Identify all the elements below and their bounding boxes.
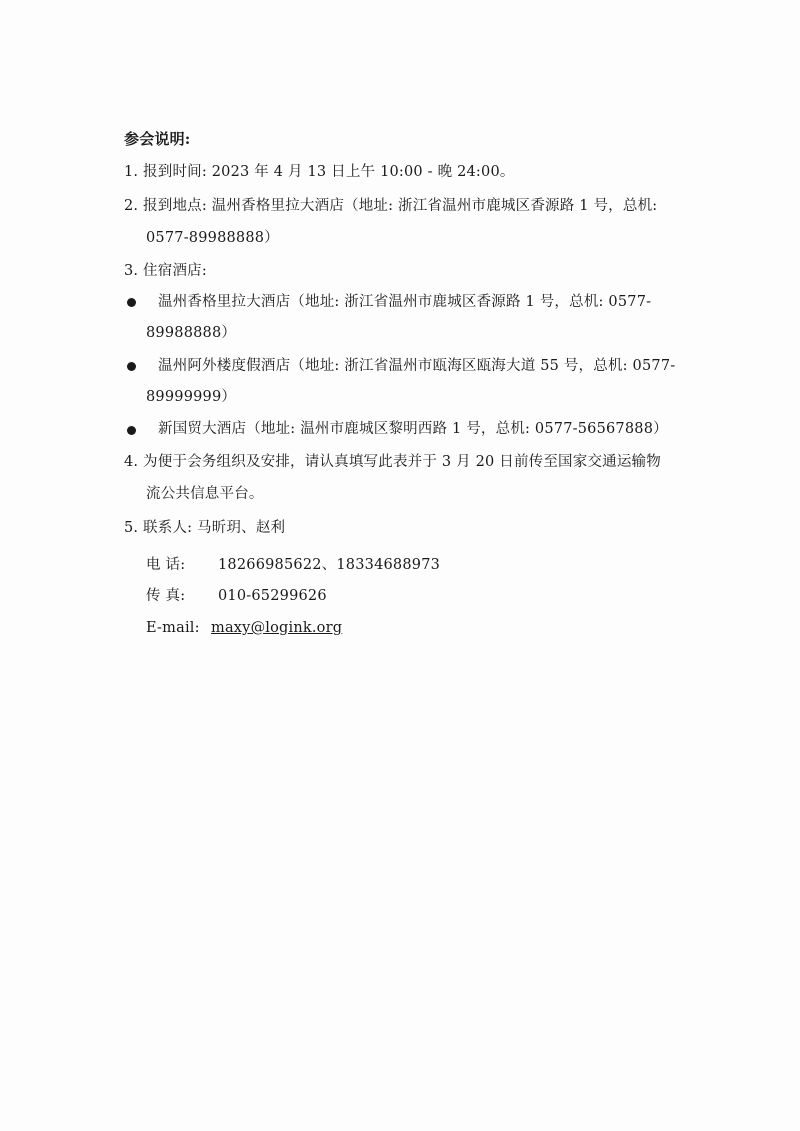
phone-value: 18266985622、18334688973 (218, 557, 441, 573)
item-form-note-cont: 流公共信息平台。 (146, 486, 264, 502)
bullet-icon (127, 298, 136, 307)
hotel-awailou: 温州阿外楼度假酒店（地址: 浙江省温州市瓯海区瓯海大道 55 号，总机: 0577- (158, 358, 676, 374)
item-checkin-location-cont: 0577-89988888） (146, 230, 279, 246)
section-heading: 参会说明: (124, 130, 191, 148)
phone-label: 电 话: (146, 557, 186, 573)
bullet-icon (127, 362, 136, 371)
hotel-shangri-la: 温州香格里拉大酒店（地址: 浙江省温州市鹿城区香源路 1 号，总机: 0577- (158, 294, 652, 310)
item-form-note: 4. 为便于会务组织及安排，请认真填写此表并于 3 月 20 日前传至国家交通运输物 (124, 454, 661, 470)
fax-value: 010-65299626 (218, 588, 327, 604)
email-label: E-mail: (146, 620, 200, 636)
fax-label: 传 真: (146, 588, 186, 604)
email-link[interactable]: maxy@logink.org (211, 620, 343, 636)
hotel-shangri-la-cont: 89988888） (146, 325, 237, 341)
hotel-awailou-cont: 89999999） (146, 389, 237, 405)
hotel-xinguomao: 新国贸大酒店（地址: 温州市鹿城区黎明西路 1 号，总机: 0577-56567888） (158, 421, 668, 437)
item-checkin-location: 2. 报到地点: 温州香格里拉大酒店（地址: 浙江省温州市鹿城区香源路 1 号，总机: (124, 198, 658, 214)
item-checkin-time: 1. 报到时间: 2023 年 4 月 13 日上午 10:00 - 晚 24:00。 (124, 164, 515, 180)
item-hotels: 3. 住宿酒店: (124, 263, 207, 279)
item-contacts: 5. 联系人: 马昕玥、赵利 (124, 520, 286, 536)
bullet-icon (127, 426, 136, 435)
